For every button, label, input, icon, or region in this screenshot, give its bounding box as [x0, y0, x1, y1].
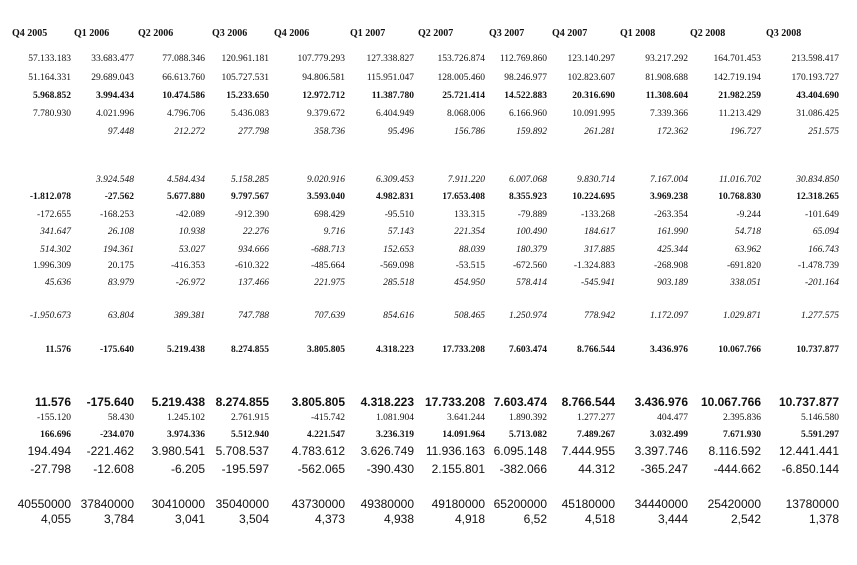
table-cell: -415.742	[310, 413, 345, 423]
table-cell: 142.719.194	[713, 73, 761, 83]
table-cell: 3.805.805	[307, 345, 345, 355]
table-cell: 277.798	[238, 127, 269, 137]
table-cell: 105.727.531	[221, 73, 269, 83]
table-cell: -95.510	[384, 210, 414, 220]
table-cell: -562.065	[297, 462, 345, 476]
table-cell: 159.892	[516, 127, 547, 137]
table-cell: -688.713	[310, 245, 345, 255]
table-cell: 221.975	[314, 278, 345, 288]
table-cell: 83.979	[107, 278, 134, 288]
table-cell: 15.233.650	[226, 91, 269, 101]
table-cell: -569.098	[379, 261, 414, 271]
table-cell: 9.020.916	[307, 175, 345, 185]
table-cell: 25420000	[707, 497, 761, 511]
table-cell: -268.908	[653, 261, 688, 271]
table-cell: -101.649	[804, 210, 839, 220]
table-cell: 3,444	[657, 512, 688, 526]
table-cell: 251.575	[808, 127, 839, 137]
table-cell: 54.718	[734, 227, 761, 237]
table-cell: -195.597	[221, 462, 269, 476]
table-cell: 43730000	[291, 497, 345, 511]
table-cell: 180.379	[516, 245, 547, 255]
column-header: Q1 2008	[620, 28, 656, 39]
table-cell: -27.562	[104, 192, 134, 202]
table-cell: -6.850.144	[781, 462, 839, 476]
table-cell: 31.086.425	[796, 109, 839, 119]
table-cell: 10.737.877	[796, 345, 839, 355]
table-cell: 2.761.915	[231, 413, 269, 423]
table-cell: -263.354	[653, 210, 688, 220]
table-cell: 285.518	[383, 278, 414, 288]
table-cell: -1.950.673	[29, 311, 71, 321]
table-cell: -1.812.078	[29, 192, 71, 202]
table-cell: 7.444.955	[561, 444, 615, 458]
table-cell: 112.769.860	[499, 54, 547, 64]
table-cell: 166.743	[808, 245, 839, 255]
table-cell: 3.032.499	[650, 430, 688, 440]
table-cell: 3.994.434	[96, 91, 134, 101]
table-cell: 8.355.923	[509, 192, 547, 202]
table-cell: 5.219.438	[167, 345, 205, 355]
table-cell: 93.217.292	[645, 54, 688, 64]
table-cell: 10.067.766	[718, 345, 761, 355]
table-cell: 45.636	[44, 278, 71, 288]
table-cell: 4.221.547	[307, 430, 345, 440]
table-cell: -912.390	[234, 210, 269, 220]
table-cell: 7.167.004	[650, 175, 688, 185]
table-cell: 3,041	[174, 512, 205, 526]
table-cell: -6.205	[170, 462, 205, 476]
table-cell: 100.490	[516, 227, 547, 237]
table-cell: 11.576	[34, 395, 71, 409]
table-cell: 1.890.392	[509, 413, 547, 423]
table-cell: 40550000	[17, 497, 71, 511]
table-cell: 2.395.836	[723, 413, 761, 423]
table-cell: 7.780.930	[33, 109, 71, 119]
table-cell: -1.478.739	[797, 261, 839, 271]
table-cell: 4.796.706	[167, 109, 205, 119]
table-cell: 30410000	[151, 497, 205, 511]
table-cell: 1.277.277	[577, 413, 615, 423]
table-cell: 11.936.163	[425, 444, 485, 458]
table-cell: 137.466	[238, 278, 269, 288]
table-cell: -175.640	[86, 395, 134, 409]
table-cell: 81.908.688	[645, 73, 688, 83]
table-cell: -155.120	[36, 413, 71, 423]
table-cell: 7.603.474	[493, 395, 547, 409]
column-header: Q1 2006	[74, 28, 110, 39]
column-header: Q2 2007	[418, 28, 454, 39]
table-cell: 747.788	[238, 311, 269, 321]
table-cell: 26.108	[107, 227, 134, 237]
table-cell: 1.996.309	[33, 261, 71, 271]
table-cell: -691.820	[726, 261, 761, 271]
table-cell: 58.430	[107, 413, 134, 423]
table-cell: 404.477	[657, 413, 688, 423]
table-cell: 1.277.575	[801, 311, 839, 321]
table-cell: 10.474.586	[162, 91, 205, 101]
table-cell: -133.268	[580, 210, 615, 220]
table-cell: 172.362	[657, 127, 688, 137]
table-cell: 2.155.801	[431, 462, 485, 476]
table-cell: 34440000	[634, 497, 688, 511]
table-cell: 5.512.940	[231, 430, 269, 440]
table-cell: 10.091.995	[572, 109, 615, 119]
table-cell: 261.281	[584, 127, 615, 137]
table-cell: 30.834.850	[796, 175, 839, 185]
table-cell: 13780000	[785, 497, 839, 511]
table-cell: -201.164	[804, 278, 839, 288]
table-cell: 115.951.047	[366, 73, 414, 83]
table-cell: 9.797.567	[231, 192, 269, 202]
table-cell: 1,378	[808, 512, 839, 526]
table-cell: 20.175	[107, 261, 134, 271]
table-cell: 8.116.592	[708, 444, 761, 458]
table-cell: -172.655	[36, 210, 71, 220]
table-cell: 5.146.580	[801, 413, 839, 423]
table-cell: 33.683.477	[91, 54, 134, 64]
table-cell: -221.462	[86, 444, 134, 458]
table-cell: -168.253	[99, 210, 134, 220]
table-cell: 514.302	[40, 245, 71, 255]
table-cell: -382.066	[499, 462, 547, 476]
table-cell: 3.969.238	[650, 192, 688, 202]
table-cell: 8.274.855	[215, 395, 269, 409]
table-cell: 1.245.102	[167, 413, 205, 423]
table-cell: 317.885	[584, 245, 615, 255]
table-cell: 94.806.581	[302, 73, 345, 83]
table-cell: 4,518	[584, 512, 615, 526]
table-cell: 43.404.690	[796, 91, 839, 101]
table-cell: 8.766.544	[561, 395, 615, 409]
table-cell: 194.361	[103, 245, 134, 255]
table-cell: 98.246.977	[504, 73, 547, 83]
table-cell: 213.598.417	[791, 54, 839, 64]
column-header: Q2 2008	[690, 28, 726, 39]
table-cell: 778.942	[584, 311, 615, 321]
table-cell: 12.318.265	[796, 192, 839, 202]
table-cell: 1.250.974	[509, 311, 547, 321]
table-cell: 17.733.208	[442, 345, 485, 355]
table-cell: 194.494	[27, 444, 71, 458]
column-header: Q4 2005	[12, 28, 48, 39]
table-cell: 4.318.223	[360, 395, 414, 409]
table-cell: 57.133.183	[28, 54, 71, 64]
table-cell: 934.666	[238, 245, 269, 255]
table-cell: 3.805.805	[291, 395, 345, 409]
table-cell: 8.766.544	[577, 345, 615, 355]
table-cell: 153.726.874	[437, 54, 485, 64]
table-cell: 4.584.434	[167, 175, 205, 185]
table-cell: 7.911.220	[447, 175, 485, 185]
table-cell: 3.641.244	[447, 413, 485, 423]
table-cell: 123.140.297	[567, 54, 615, 64]
table-cell: -234.070	[99, 430, 134, 440]
table-cell: 10.768.830	[718, 192, 761, 202]
table-cell: 4.021.996	[96, 109, 134, 119]
table-cell: -416.353	[170, 261, 205, 271]
table-cell: 102.823.607	[567, 73, 615, 83]
table-cell: 29.689.043	[91, 73, 134, 83]
table-cell: 21.982.259	[718, 91, 761, 101]
table-cell: 97.448	[107, 127, 134, 137]
table-cell: 196.727	[730, 127, 761, 137]
table-cell: 508.465	[454, 311, 485, 321]
table-cell: 164.701.453	[713, 54, 761, 64]
table-cell: 51.164.331	[28, 73, 71, 83]
table-cell: 66.613.760	[162, 73, 205, 83]
table-cell: 5.708.537	[215, 444, 269, 458]
table-cell: 9.379.672	[307, 109, 345, 119]
table-cell: 12.972.712	[302, 91, 345, 101]
table-cell: 133.315	[454, 210, 485, 220]
table-cell: 17.733.208	[424, 395, 485, 409]
table-cell: 11.016.702	[718, 175, 761, 185]
table-cell: 9.716	[323, 227, 345, 237]
table-cell: 14.522.883	[504, 91, 547, 101]
table-cell: 3.626.749	[360, 444, 414, 458]
table-cell: 3.436.976	[650, 345, 688, 355]
table-cell: 37840000	[80, 497, 134, 511]
table-cell: 25.721.414	[442, 91, 485, 101]
table-cell: 4,055	[40, 512, 71, 526]
table-cell: 4.982.831	[376, 192, 414, 202]
table-cell: 2,542	[730, 512, 761, 526]
table-cell: 389.381	[174, 311, 205, 321]
table-cell: 212.272	[174, 127, 205, 137]
table-cell: 903.189	[657, 278, 688, 288]
table-cell: -444.662	[713, 462, 761, 476]
table-cell: 5.158.285	[231, 175, 269, 185]
table-cell: 14.091.964	[442, 430, 485, 440]
table-cell: 4.783.612	[291, 444, 345, 458]
table-cell: 6.404.949	[376, 109, 414, 119]
table-cell: 7.671.930	[723, 430, 761, 440]
table-cell: 3.397.746	[634, 444, 688, 458]
column-header: Q3 2007	[489, 28, 525, 39]
table-cell: 127.338.827	[366, 54, 414, 64]
table-cell: 166.696	[40, 430, 71, 440]
table-cell: -26.972	[175, 278, 205, 288]
table-cell: -365.247	[640, 462, 688, 476]
table-cell: 161.990	[657, 227, 688, 237]
table-cell: 17.653.408	[442, 192, 485, 202]
table-cell: 11.387.780	[371, 91, 414, 101]
column-header: Q2 2006	[138, 28, 174, 39]
table-cell: 5.968.852	[33, 91, 71, 101]
table-cell: 4,373	[314, 512, 345, 526]
table-cell: 3,504	[238, 512, 269, 526]
table-cell: 57.143	[387, 227, 414, 237]
table-cell: 11.213.429	[718, 109, 761, 119]
table-cell: -672.560	[512, 261, 547, 271]
table-cell: 8.274.855	[231, 345, 269, 355]
table-cell: 53.027	[178, 245, 205, 255]
table-cell: 10.737.877	[778, 395, 839, 409]
table-cell: 5.677.880	[167, 192, 205, 202]
column-header: Q4 2007	[552, 28, 588, 39]
table-cell: 4.318.223	[376, 345, 414, 355]
table-cell: 5.591.297	[801, 430, 839, 440]
table-cell: 6.095.148	[493, 444, 547, 458]
table-cell: -12.608	[93, 462, 134, 476]
table-cell: 128.005.460	[437, 73, 485, 83]
table-cell: 11.576	[45, 345, 71, 355]
table-cell: 120.961.181	[221, 54, 269, 64]
table-cell: 3,784	[103, 512, 134, 526]
table-cell: 152.653	[383, 245, 414, 255]
table-cell: 107.779.293	[297, 54, 345, 64]
table-cell: 454.950	[454, 278, 485, 288]
table-cell: 7.603.474	[509, 345, 547, 355]
table-cell: -1.324.883	[573, 261, 615, 271]
table-cell: 49380000	[360, 497, 414, 511]
table-cell: 578.414	[516, 278, 547, 288]
table-cell: 7.339.366	[650, 109, 688, 119]
table-cell: 10.067.766	[700, 395, 761, 409]
column-header: Q1 2007	[350, 28, 386, 39]
table-cell: 698.429	[314, 210, 345, 220]
column-header: Q3 2008	[766, 28, 802, 39]
table-cell: 49180000	[431, 497, 485, 511]
table-cell: 44.312	[578, 462, 615, 476]
table-cell: 854.616	[383, 311, 414, 321]
table-cell: -27.798	[30, 462, 71, 476]
table-cell: 77.088.346	[162, 54, 205, 64]
table-cell: -485.664	[310, 261, 345, 271]
table-cell: 6.166.960	[509, 109, 547, 119]
table-cell: 707.639	[314, 311, 345, 321]
table-cell: 3.974.336	[167, 430, 205, 440]
table-cell: 5.219.438	[151, 395, 205, 409]
table-cell: 35040000	[215, 497, 269, 511]
table-cell: 65.094	[812, 227, 839, 237]
table-cell: 3.593.040	[307, 192, 345, 202]
table-cell: 12.441.441	[778, 444, 839, 458]
table-cell: 4,938	[383, 512, 414, 526]
table-cell: 5.436.083	[231, 109, 269, 119]
table-cell: 3.436.976	[634, 395, 688, 409]
table-cell: -610.322	[234, 261, 269, 271]
table-cell: 65200000	[493, 497, 547, 511]
table-cell: 11.308.604	[645, 91, 688, 101]
table-cell: -53.515	[455, 261, 485, 271]
table-cell: 6.309.453	[376, 175, 414, 185]
table-cell: 341.647	[40, 227, 71, 237]
column-header: Q4 2006	[274, 28, 310, 39]
table-cell: 22.276	[242, 227, 269, 237]
table-cell: 1.172.097	[650, 311, 688, 321]
table-cell: 5.713.082	[509, 430, 547, 440]
table-cell: 1.081.904	[376, 413, 414, 423]
column-header: Q3 2006	[212, 28, 248, 39]
table-cell: 10.224.695	[572, 192, 615, 202]
table-cell: 338.051	[730, 278, 761, 288]
table-cell: 184.617	[584, 227, 615, 237]
table-cell: 3.236.319	[376, 430, 414, 440]
table-cell: 20.316.690	[572, 91, 615, 101]
table-cell: 156.786	[454, 127, 485, 137]
table-cell: 425.344	[657, 245, 688, 255]
table-cell: -390.430	[366, 462, 414, 476]
table-cell: 6,52	[523, 512, 547, 526]
table-cell: 358.736	[314, 127, 345, 137]
table-cell: 170.193.727	[791, 73, 839, 83]
table-cell: -545.941	[580, 278, 615, 288]
table-cell: 7.489.267	[577, 430, 615, 440]
table-cell: 88.039	[458, 245, 485, 255]
table-cell: 10.938	[178, 227, 205, 237]
table-cell: 4,918	[454, 512, 485, 526]
table-cell: 45180000	[561, 497, 615, 511]
table-cell: 95.496	[387, 127, 414, 137]
table-cell: -79.889	[517, 210, 547, 220]
table-cell: -9.244	[736, 210, 761, 220]
table-cell: 6.007.068	[509, 175, 547, 185]
table-cell: 63.962	[734, 245, 761, 255]
table-cell: 3.980.541	[151, 444, 205, 458]
table-cell: 63.804	[107, 311, 134, 321]
table-cell: 221.354	[454, 227, 485, 237]
table-cell: -175.640	[99, 345, 134, 355]
table-cell: -42.089	[175, 210, 205, 220]
table-cell: 9.830.714	[577, 175, 615, 185]
table-cell: 3.924.548	[96, 175, 134, 185]
table-cell: 1.029.871	[723, 311, 761, 321]
table-cell: 8.068.006	[447, 109, 485, 119]
